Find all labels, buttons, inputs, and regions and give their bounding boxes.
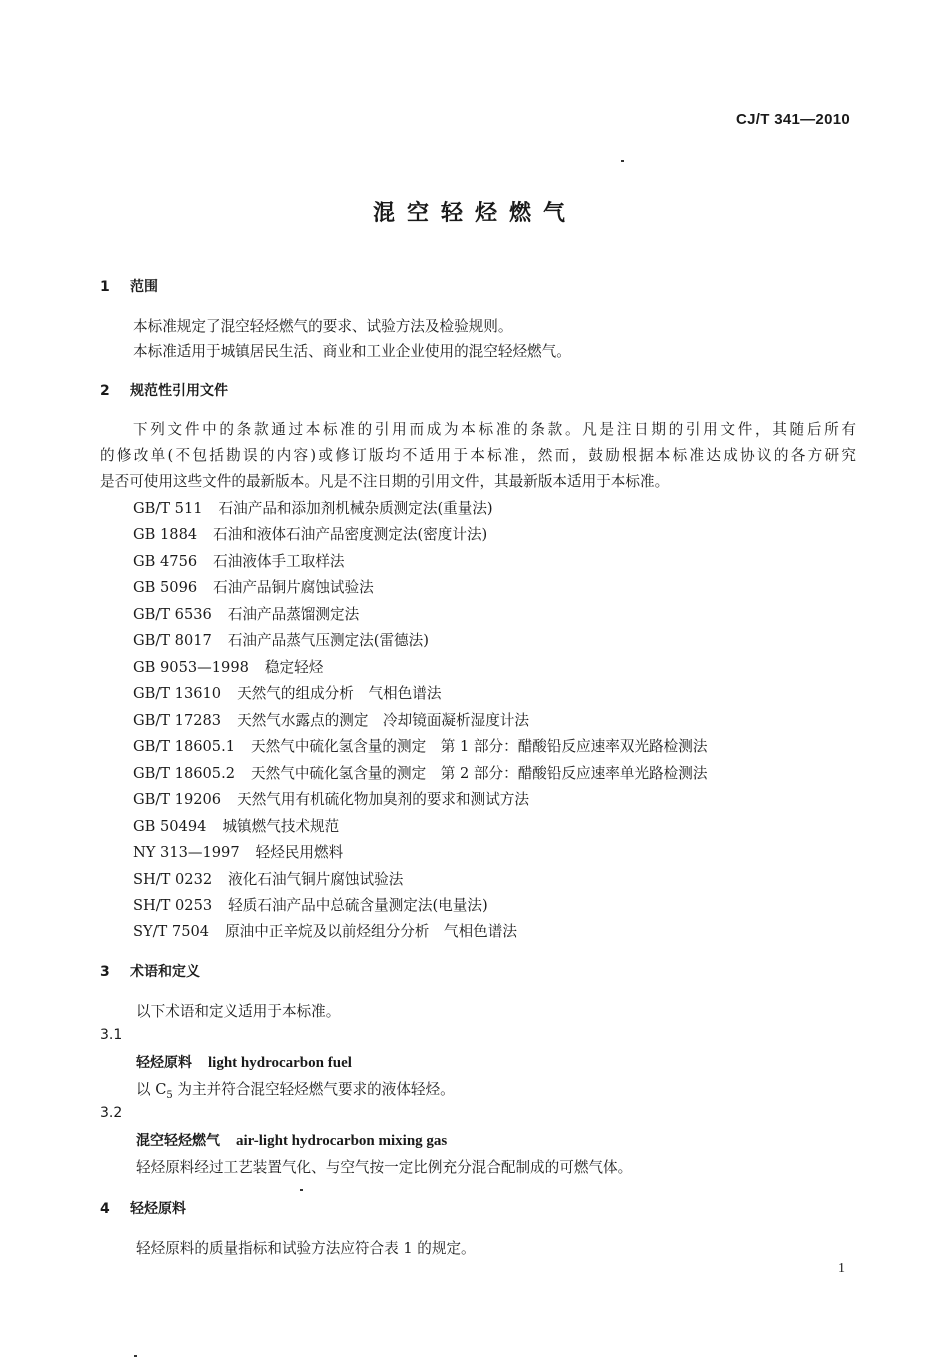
section-title: 轻烃原料 bbox=[130, 1201, 186, 1217]
term-english: light hydrocarbon fuel bbox=[208, 1055, 352, 1071]
reference-item bbox=[133, 735, 707, 756]
reference-item bbox=[133, 920, 517, 941]
section-number: 1 bbox=[100, 279, 110, 295]
reference-title: 石油和液体石油产品密度测定法(密度计法) bbox=[213, 526, 488, 543]
section-2-heading bbox=[100, 380, 228, 400]
term-chinese: 轻烃原料 bbox=[136, 1055, 192, 1071]
reference-title: 液化石油气铜片腐蚀试验法 bbox=[228, 871, 404, 888]
reference-code: SY/T 7504 bbox=[133, 923, 210, 940]
section-4-heading bbox=[100, 1198, 186, 1218]
section-title: 规范性引用文件 bbox=[130, 383, 228, 399]
paragraph: 轻烃原料的质量指标和试验方法应符合表 1 的规定。 bbox=[136, 1240, 476, 1257]
reference-item bbox=[133, 762, 707, 783]
reference-item bbox=[133, 629, 429, 650]
reference-code: SH/T 0232 bbox=[133, 871, 213, 888]
reference-item bbox=[133, 788, 529, 809]
reference-item bbox=[133, 497, 493, 518]
paragraph-line: 是否可使用这些文件的最新版本。凡是不注日期的引用文件，其最新版本适用于本标准。 bbox=[100, 473, 670, 490]
reference-title: 城镇燃气技术规范 bbox=[222, 818, 340, 835]
paragraph-line: 的修改单(不包括勘误的内容)或修订版均不适用于本标准，然而，鼓励根据本标准达成协议的各方研究 bbox=[100, 447, 856, 464]
page-number: 1 bbox=[838, 1261, 845, 1276]
standard-number: CJ/T 341—2010 bbox=[736, 111, 850, 128]
reference-title: 轻质石油产品中总硫含量测定法(电量法) bbox=[228, 897, 488, 914]
reference-title: 天然气用有机硫化物加臭剂的要求和测试方法 bbox=[237, 791, 529, 808]
reference-code: GB/T 17283 bbox=[133, 712, 222, 729]
reference-code: GB 1884 bbox=[133, 526, 198, 543]
reference-code: GB/T 18605.1 bbox=[133, 738, 236, 755]
section-number: 3 bbox=[100, 964, 110, 980]
document-title: 混空轻烃燃气 bbox=[372, 201, 577, 226]
reference-code: GB 50494 bbox=[133, 818, 207, 835]
reference-item bbox=[133, 815, 339, 836]
section-title: 范围 bbox=[130, 279, 158, 295]
term-heading bbox=[136, 1130, 447, 1150]
scan-speck bbox=[300, 1189, 303, 1191]
reference-code: GB/T 511 bbox=[133, 500, 203, 517]
reference-title: 石油产品铜片腐蚀试验法 bbox=[213, 579, 374, 596]
reference-title: 石油产品蒸气压测定法(雷德法) bbox=[227, 632, 429, 649]
paragraph: 以下术语和定义适用于本标准。 bbox=[136, 1003, 341, 1020]
paragraph-line: 下列文件中的条款通过本标准的引用而成为本标准的条款。凡是注日期的引用文件，其随后所有 bbox=[133, 421, 856, 438]
reference-title: 天然气中硫化氢含量的测定 第 1 部分：醋酸铅反应速率双光路检测法 bbox=[251, 738, 708, 755]
reference-title: 轻烃民用燃料 bbox=[255, 844, 344, 861]
reference-item bbox=[133, 682, 441, 703]
definition-text: 以 C bbox=[136, 1081, 167, 1098]
reference-title: 稳定轻烃 bbox=[264, 659, 324, 676]
reference-item bbox=[133, 841, 343, 862]
term-number: 3.1 bbox=[100, 1027, 123, 1043]
reference-item bbox=[133, 550, 345, 571]
reference-item bbox=[133, 868, 403, 889]
reference-code: GB 5096 bbox=[133, 579, 198, 596]
reference-code: GB/T 6536 bbox=[133, 606, 212, 623]
reference-item bbox=[133, 656, 323, 677]
term-definition: 轻烃原料经过工艺装置气化、与空气按一定比例充分混合配制成的可燃气体。 bbox=[136, 1159, 633, 1176]
scan-speck bbox=[621, 160, 624, 162]
term-number: 3.2 bbox=[100, 1105, 123, 1121]
reference-code: GB 4756 bbox=[133, 553, 198, 570]
section-title: 术语和定义 bbox=[130, 964, 200, 980]
reference-title: 石油产品蒸馏测定法 bbox=[227, 606, 360, 623]
term-definition bbox=[136, 1078, 455, 1101]
term-chinese: 混空轻烃燃气 bbox=[136, 1133, 220, 1149]
reference-item bbox=[133, 894, 488, 915]
definition-text: 为主并符合混空轻烃燃气要求的液体轻烃。 bbox=[172, 1081, 455, 1098]
reference-code: NY 313—1997 bbox=[133, 844, 240, 861]
reference-item bbox=[133, 576, 374, 597]
reference-code: GB/T 19206 bbox=[133, 791, 222, 808]
reference-title: 天然气中硫化氢含量的测定 第 2 部分：醋酸铅反应速率单光路检测法 bbox=[251, 765, 708, 782]
reference-item bbox=[133, 709, 529, 730]
section-number: 2 bbox=[100, 383, 110, 399]
reference-title: 原油中正辛烷及以前烃组分分析 气相色谱法 bbox=[225, 923, 517, 940]
reference-code: GB/T 18605.2 bbox=[133, 765, 236, 782]
reference-title: 石油产品和添加剂机械杂质测定法(重量法) bbox=[218, 500, 493, 517]
section-number: 4 bbox=[100, 1201, 110, 1217]
paragraph: 本标准规定了混空轻烃燃气的要求、试验方法及检验规则。 bbox=[133, 318, 513, 335]
reference-code: GB 9053—1998 bbox=[133, 659, 249, 676]
reference-item bbox=[133, 523, 487, 544]
term-english: air-light hydrocarbon mixing gas bbox=[236, 1133, 448, 1149]
reference-code: GB/T 13610 bbox=[133, 685, 222, 702]
reference-code: GB/T 8017 bbox=[133, 632, 212, 649]
reference-title: 天然气的组成分析 气相色谱法 bbox=[237, 685, 442, 702]
reference-item bbox=[133, 603, 359, 624]
section-1-heading bbox=[100, 276, 158, 296]
paragraph: 本标准适用于城镇居民生活、商业和工业企业使用的混空轻烃燃气。 bbox=[133, 343, 571, 360]
reference-title: 石油液体手工取样法 bbox=[213, 553, 345, 570]
subscript: 5 bbox=[166, 1089, 173, 1101]
reference-title: 天然气水露点的测定 冷却镜面凝析湿度计法 bbox=[237, 712, 529, 729]
term-heading bbox=[136, 1052, 352, 1072]
reference-code: SH/T 0253 bbox=[133, 897, 213, 914]
scan-speck bbox=[134, 1355, 137, 1357]
section-3-heading bbox=[100, 961, 200, 981]
